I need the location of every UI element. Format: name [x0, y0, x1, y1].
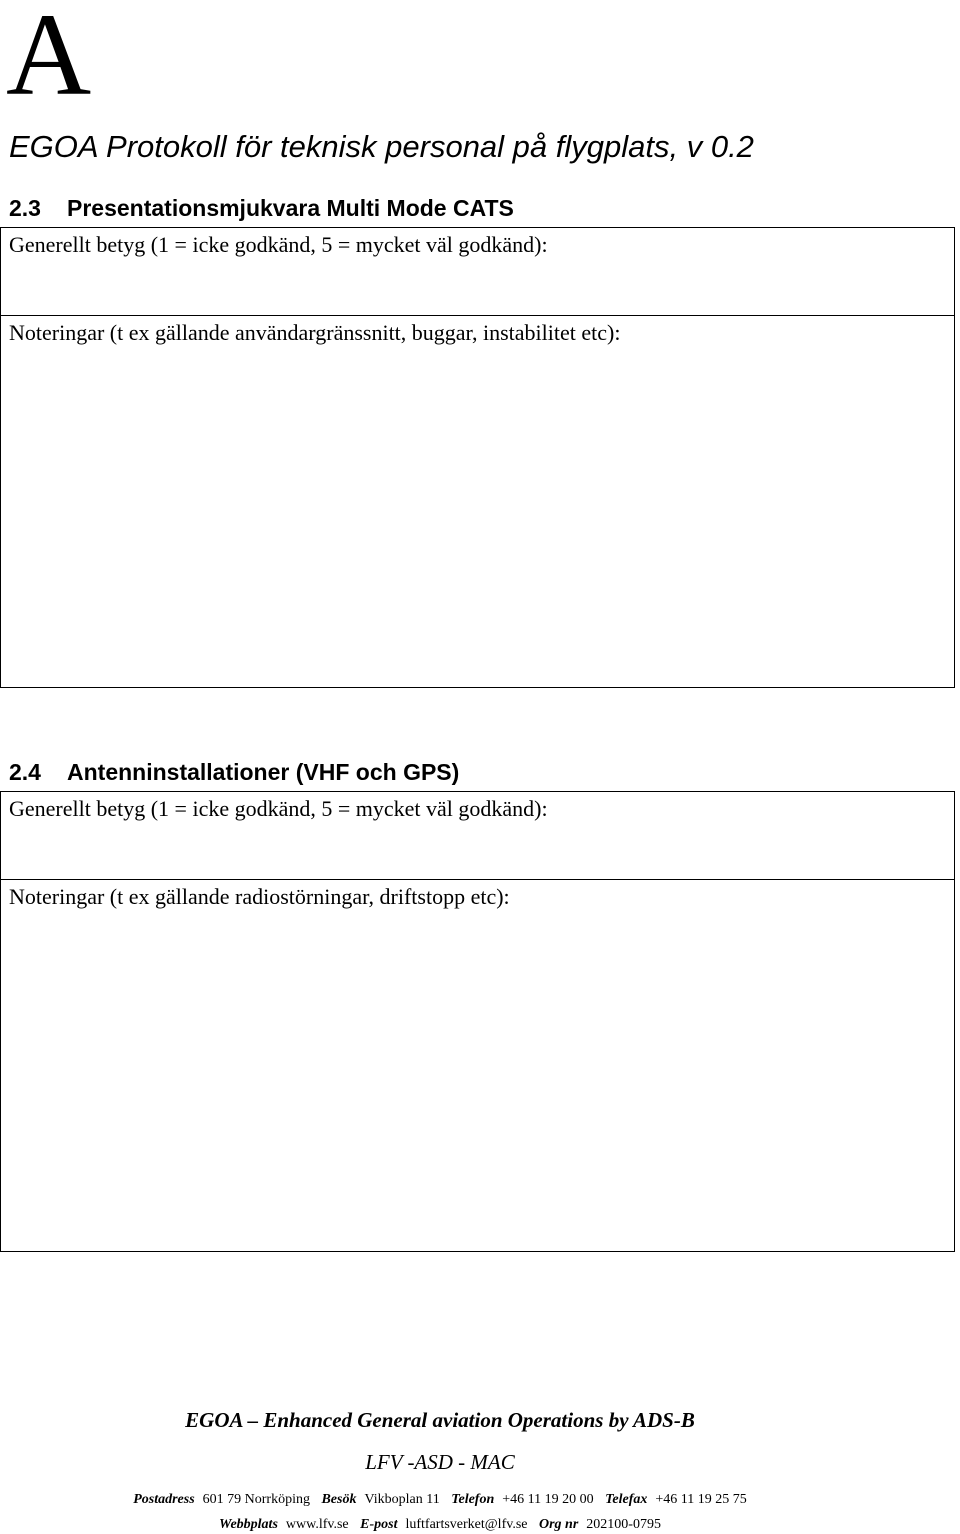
footer-contact-line [0, 1491, 880, 1509]
postal-value: 601 79 Norrköping [202, 1492, 310, 1507]
section-number: 2.4 [9, 759, 41, 785]
email-label: E-post [360, 1517, 398, 1532]
orgnr-label: Org nr [538, 1517, 579, 1532]
visit-label: Besök [321, 1492, 357, 1507]
section-title: Antenninstallationer (VHF och GPS) [67, 759, 460, 785]
web-link[interactable]: www.lfv.se [285, 1517, 349, 1532]
section-number: 2.3 [9, 195, 41, 221]
footer-web-line [0, 1516, 880, 1534]
postal-label: Postadress [133, 1492, 195, 1507]
notes-row[interactable] [1, 316, 954, 686]
document-title: EGOA Protokoll för teknisk personal på flygplats, v 0.2 [9, 129, 754, 164]
email-link[interactable]: luftfartsverket@lfv.se [405, 1517, 528, 1532]
section-heading [9, 758, 459, 786]
fax-value: +46 11 19 25 75 [655, 1492, 747, 1507]
section-title: Presentationsmjukvara Multi Mode CATS [67, 195, 514, 221]
web-label: Webbplats [219, 1517, 278, 1532]
footer-project-line: EGOA – Enhanced General aviation Operations by ADS-B [185, 1408, 695, 1432]
rating-row[interactable] [1, 792, 954, 880]
notes-label: Noteringar (t ex gällande användargränssnitt, buggar, instabilitet etc): [9, 320, 621, 345]
section-heading [9, 194, 514, 222]
fax-label: Telefax [605, 1492, 648, 1507]
logo-letter: A [6, 0, 92, 120]
notes-row[interactable] [1, 880, 954, 1250]
phone-label: Telefon [451, 1492, 495, 1507]
orgnr-value: 202100-0795 [586, 1517, 661, 1532]
rating-row[interactable] [1, 228, 954, 316]
section-form-table [0, 227, 955, 688]
rating-label: Generellt betyg (1 = icke godkänd, 5 = mycket väl godkänd): [9, 796, 548, 821]
section-form-table [0, 791, 955, 1252]
phone-value: +46 11 19 20 00 [502, 1492, 594, 1507]
rating-label: Generellt betyg (1 = icke godkänd, 5 = mycket väl godkänd): [9, 232, 548, 257]
notes-label: Noteringar (t ex gällande radiostörningar, driftstopp etc): [9, 884, 510, 909]
visit-value: Vikboplan 11 [364, 1492, 440, 1507]
footer-org-line: LFV -ASD - MAC [365, 1450, 515, 1474]
